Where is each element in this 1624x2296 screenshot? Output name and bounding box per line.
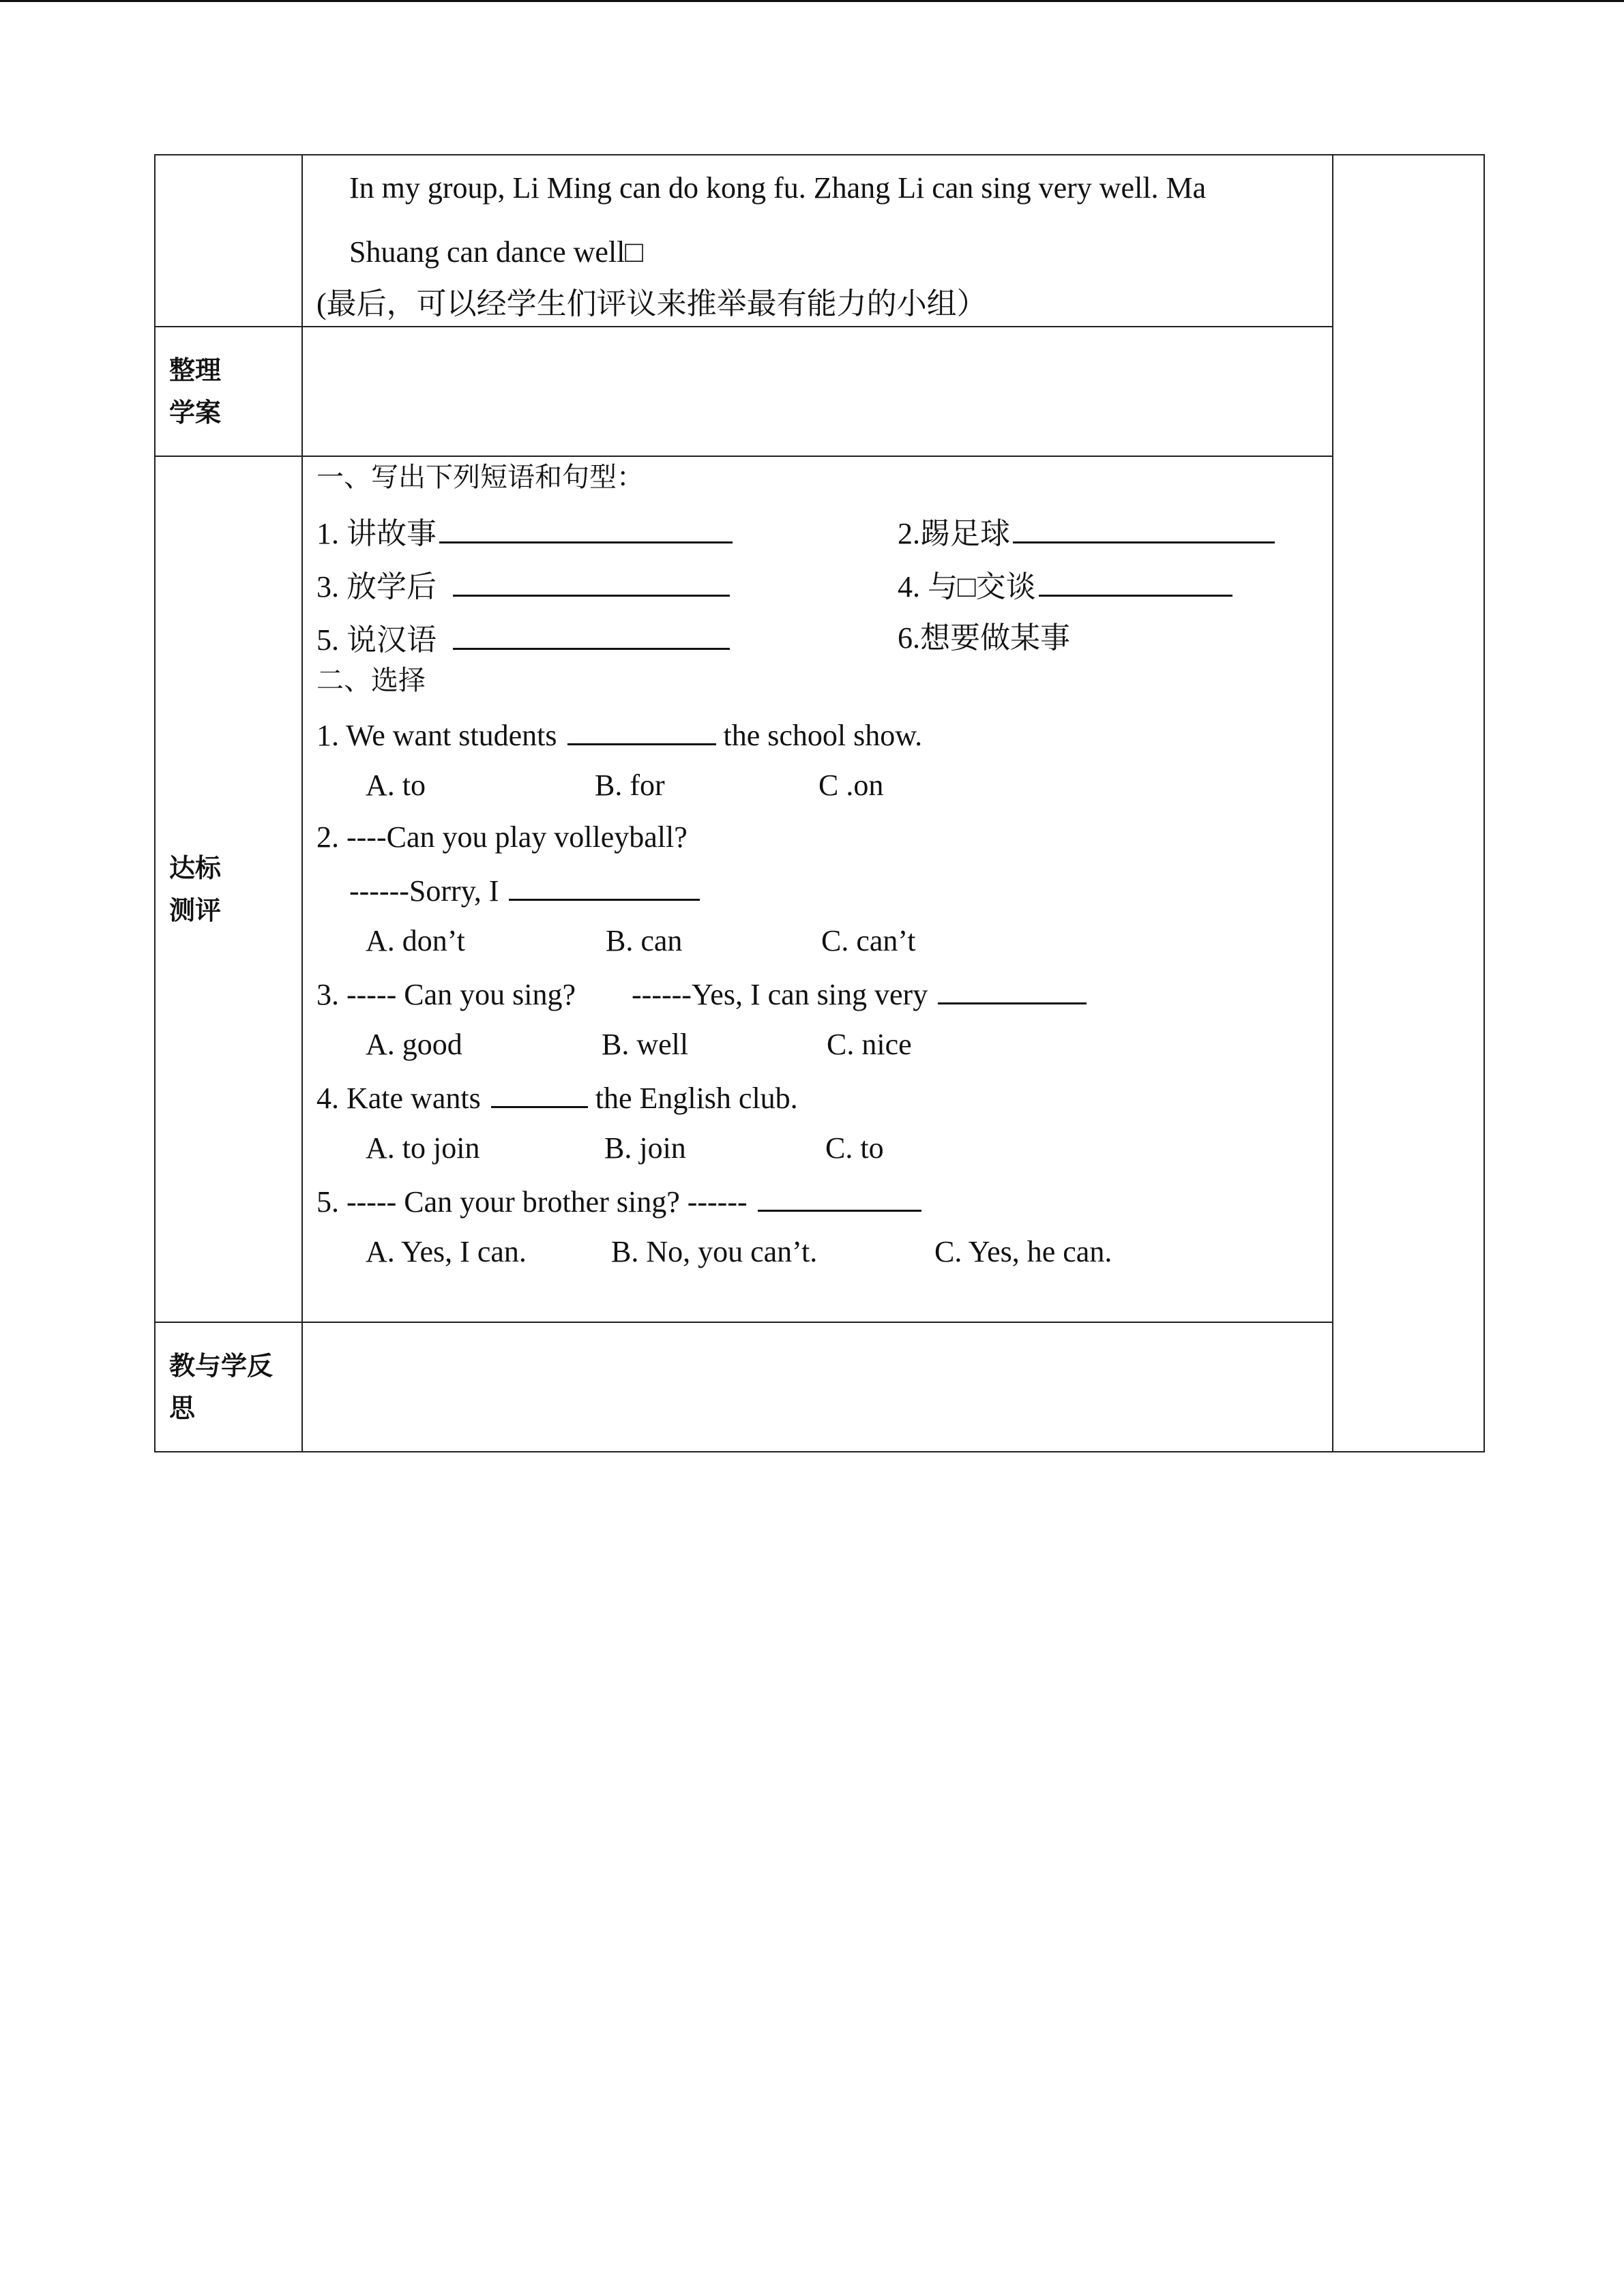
group-text-line2: Shuang can dance well□ [349, 235, 643, 269]
question-2-reply-text: ------Sorry, I [349, 874, 499, 908]
q4-option-b[interactable]: B. join [604, 1131, 686, 1165]
phrase-label-3: 3. 放学后 [316, 570, 437, 603]
phrase-item-6 [898, 619, 1070, 657]
question-3-stem-end: ------Yes, I can sing very [632, 978, 928, 1011]
question-1-options [0, 766, 1624, 805]
q1-option-b[interactable]: B. for [595, 769, 665, 802]
q2-option-c[interactable]: C. can’t [821, 924, 916, 957]
phrase-label-6: 6.想要做某事 [898, 621, 1070, 655]
phrase-label-5: 5. 说汉语 [316, 623, 437, 657]
question-4-options [0, 1129, 1624, 1167]
phrase-item-4 [898, 566, 1232, 606]
question-5-blank[interactable] [758, 1181, 921, 1212]
question-4 [316, 1077, 798, 1118]
q4-option-a[interactable]: A. to join [366, 1131, 480, 1165]
part1-heading: 一、写出下列短语和句型： [316, 462, 644, 492]
question-1-blank[interactable] [567, 715, 716, 745]
label-reflection-line2: 思 [169, 1393, 196, 1423]
question-4-stem-start: 4. Kate wants [316, 1082, 481, 1115]
question-1 [316, 715, 922, 755]
answer-blank-1[interactable] [439, 513, 733, 543]
label-assessment-line2: 测评 [169, 895, 222, 925]
question-5 [316, 1181, 921, 1221]
question-3-stem-start: 3. ----- Can you sing? [316, 978, 576, 1011]
phrase-item-1 [316, 513, 733, 553]
question-2-stem: 2. ----Can you play volleyball? [316, 820, 688, 854]
q3-option-a[interactable]: A. good [366, 1028, 462, 1061]
answer-blank-2[interactable] [1013, 513, 1275, 543]
question-5-options [0, 1233, 1624, 1271]
part2-heading: 二、选择 [316, 665, 426, 696]
q2-option-a[interactable]: A. don’t [366, 924, 465, 957]
q5-option-c[interactable]: C. Yes, he can. [934, 1235, 1112, 1268]
question-2-reply [349, 870, 700, 910]
q2-option-b[interactable]: B. can [606, 924, 683, 957]
question-2-options [0, 922, 1624, 960]
group-text-line1: In my group, Li Ming can do kong fu. Zhang Li can sing very well. Ma [349, 171, 1207, 205]
phrase-label-2: 2.踢足球 [898, 517, 1010, 550]
q3-option-b[interactable]: B. well [602, 1028, 689, 1061]
question-3 [316, 974, 1087, 1014]
question-3-options [0, 1026, 1624, 1064]
question-4-blank[interactable] [491, 1077, 588, 1108]
question-1-stem-start: 1. We want students [316, 719, 557, 752]
answer-blank-3[interactable] [453, 566, 730, 597]
label-organize-line2: 学案 [169, 398, 222, 428]
phrase-label-1: 1. 讲故事 [316, 517, 437, 550]
question-2-blank[interactable] [509, 870, 700, 901]
teacher-note: (最后，可以经学生们评议来推举最有能力的小组） [316, 287, 987, 320]
phrase-label-4: 4. 与□交谈 [898, 570, 1036, 603]
label-reflection-line1: 教与学反 [169, 1351, 274, 1381]
page-top-border [0, 0, 1624, 2]
q1-option-c[interactable]: C .on [818, 769, 884, 802]
answer-blank-4[interactable] [1039, 566, 1232, 597]
question-5-stem: 5. ----- Can your brother sing? ------ [316, 1185, 748, 1219]
q5-option-a[interactable]: A. Yes, I can. [366, 1235, 527, 1268]
question-1-stem-end: the school show. [723, 719, 923, 752]
q3-option-c[interactable]: C. nice [827, 1028, 912, 1061]
label-assessment-line1: 达标 [169, 853, 222, 883]
q5-option-b[interactable]: B. No, you can’t. [611, 1235, 818, 1268]
label-organize-line1: 整理 [169, 355, 222, 385]
question-4-stem-end: the English club. [595, 1082, 798, 1115]
phrase-item-3 [316, 566, 730, 606]
phrase-item-5 [316, 619, 730, 659]
phrase-item-2 [898, 513, 1275, 553]
q4-option-c[interactable]: C. to [825, 1131, 884, 1165]
q1-option-a[interactable]: A. to [366, 769, 426, 802]
answer-blank-5[interactable] [453, 619, 730, 650]
question-3-blank[interactable] [938, 974, 1087, 1004]
